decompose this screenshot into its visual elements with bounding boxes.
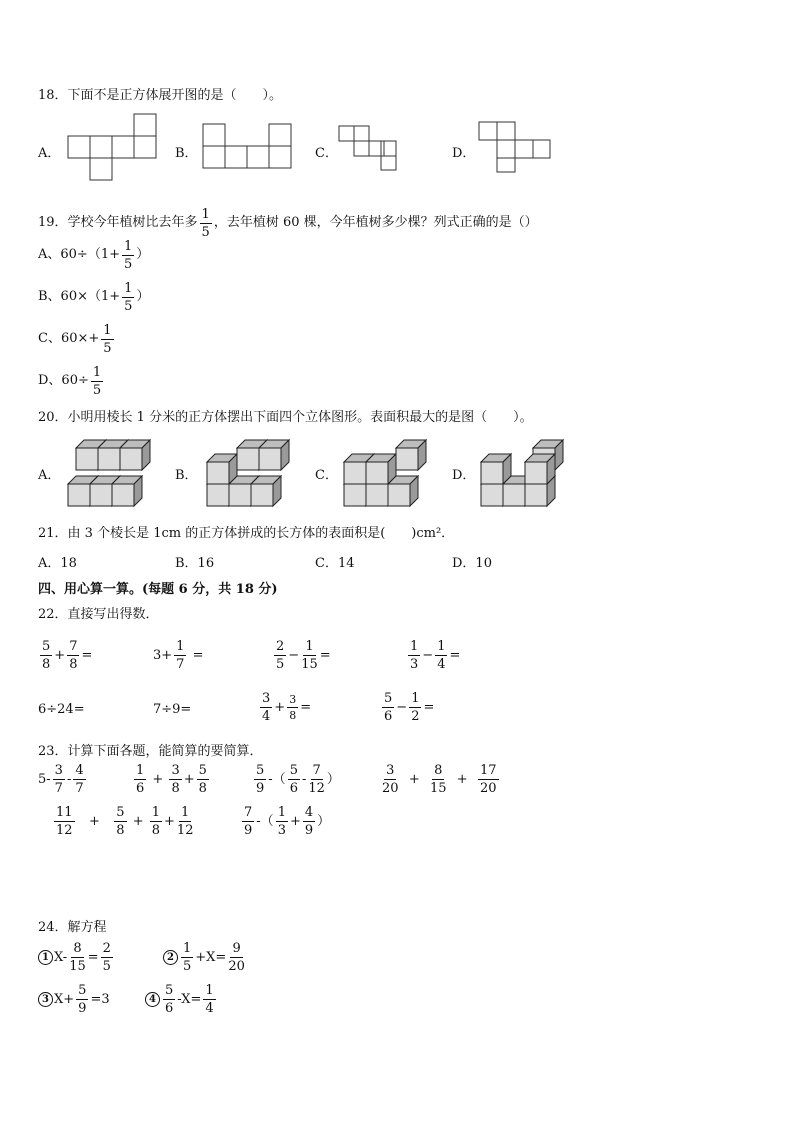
- circled-number-3: 3: [38, 992, 53, 1007]
- q19-option-b: B、60×（1+ $\frac{1}{5}$ ）: [38, 281, 150, 314]
- section-4-title: 四、用心算一算。(每题 6 分，共 18 分): [38, 582, 278, 597]
- q21-option-a: A．18: [38, 556, 77, 571]
- solid-figure-a: [68, 440, 150, 506]
- circled-number-2: 2: [163, 950, 178, 965]
- q22-stem: 22．直接写出得数．: [38, 607, 159, 622]
- q20-option-d: D．: [452, 468, 476, 483]
- q18-option-c: C．: [315, 146, 338, 161]
- q22-expr-3: $\frac{2}{5}$ − $\frac{1}{15}$ =: [276, 639, 331, 672]
- q19-stem-part1: 19．学校今年植树比去年多: [38, 214, 198, 230]
- q21-option-b: B．16: [175, 556, 215, 571]
- q20-stem: 20．小明用棱长 1 分米的正方体摆出下面四个立体图形。表面积最大的是图（ ）。: [38, 410, 533, 425]
- q23-stem: 23．计算下面各题，能简算的要简算．: [38, 744, 263, 759]
- q23-expr-1: 5- $\frac{3}{7}$ - $\frac{4}{7}$: [38, 763, 84, 796]
- q18-option-a: A．: [38, 146, 61, 161]
- q20-option-b: B．: [175, 468, 198, 483]
- q19-option-a: A、60÷（1+ $\frac{1}{5}$ ）: [38, 239, 150, 272]
- q24-equation-2: 2 $\frac{1}{5}$ +X= $\frac{9}{20}$: [163, 942, 247, 973]
- solid-figure-d: [481, 440, 563, 506]
- q20-cube-figures: [0, 0, 794, 520]
- q23-expr-6: $\frac{7}{9}$ -（ $\frac{1}{3}$ + $\frac{4}{9}$ ）: [244, 805, 331, 838]
- q19-fraction: $\frac{1}{5}$: [201, 207, 210, 240]
- q20-option-a: A．: [38, 468, 61, 483]
- q18-option-d: D．: [452, 146, 476, 161]
- q22-expr-5: 6÷24=: [38, 702, 85, 717]
- q22-expr-7: $\frac{3}{4}$ + $\frac{3}{8}$ =: [262, 691, 312, 724]
- q19-option-c: C、60×+ $\frac{1}{5}$: [38, 323, 112, 356]
- q24-stem: 24．解方程: [38, 920, 107, 935]
- solid-figure-b: [207, 440, 289, 506]
- q19-stem-part2: ，去年植树 60 棵，今年植树多少棵？列式正确的是（）: [213, 214, 538, 230]
- q18-stem: 18．下面不是正方体展开图的是（ ）。: [38, 88, 283, 103]
- q20-option-c: C．: [315, 468, 338, 483]
- q18-option-b: B．: [175, 146, 198, 161]
- circled-number-1: 1: [38, 950, 53, 965]
- q22-expr-4: $\frac{1}{3}$ − $\frac{1}{4}$ =: [410, 639, 461, 672]
- q22-expr-8: $\frac{5}{6}$ − $\frac{1}{2}$ =: [384, 691, 435, 724]
- q21-option-c: C．14: [315, 556, 355, 571]
- q21-option-d: D．10: [452, 556, 492, 571]
- q24-equation-4: 4 $\frac{5}{6}$ -X= $\frac{1}{4}$: [145, 984, 218, 1015]
- q19-option-d: D、60÷ $\frac{1}{5}$: [38, 365, 102, 398]
- circled-number-4: 4: [145, 992, 160, 1007]
- q24-equation-3: 3 X+ $\frac{5}{9}$ =3: [38, 984, 110, 1015]
- q24-equation-1: 1 X- $\frac{8}{15}$ = $\frac{2}{5}$: [38, 942, 115, 973]
- q23-expr-2: $\frac{1}{6}$ + $\frac{3}{8}$ + $\frac{5}{8}$: [136, 763, 207, 796]
- q23-expr-3: $\frac{5}{9}$ -（ $\frac{5}{6}$ - $\frac{7}{12}$ ）: [256, 763, 340, 796]
- q23-expr-4: $\frac{3}{20}$ + $\frac{8}{15}$ + $\frac{17}{20}$: [382, 763, 497, 796]
- q23-expr-5: $\frac{11}{12}$ + $\frac{5}{8}$ + $\frac{1}{8}$ + $\frac{1}{12}$: [56, 805, 194, 838]
- q21-stem: 21．由 3 个棱长是 1cm 的正方体拼成的长方体的表面积是( )cm²．: [38, 526, 455, 541]
- solid-figure-c: [344, 440, 426, 506]
- q22-expr-1: $\frac{5}{8}$ + $\frac{7}{8}$ =: [42, 639, 93, 672]
- q22-expr-2: 3+ $\frac{1}{7}$ =: [153, 639, 204, 672]
- q22-expr-6: 7÷9=: [153, 702, 192, 717]
